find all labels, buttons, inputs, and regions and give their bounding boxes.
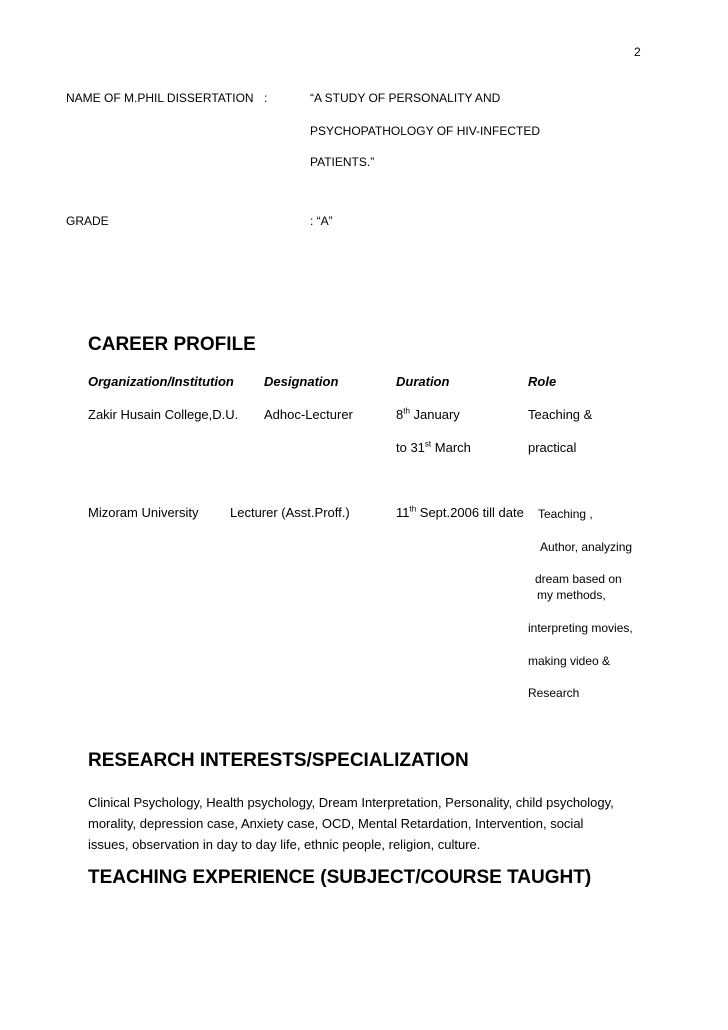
research-line: Clinical Psychology, Health psychology, Dream Interpretation, Personality, child psychology,	[88, 795, 614, 810]
row1-duration-end-day: to 31	[396, 440, 425, 455]
row1-organization: Zakir Husain College,D.U.	[88, 407, 239, 422]
dissertation-colon: :	[264, 91, 268, 105]
column-header-duration: Duration	[396, 374, 450, 389]
column-header-designation: Designation	[264, 374, 339, 389]
research-heading: RESEARCH INTERESTS/SPECIALIZATION	[88, 750, 469, 771]
row2-duration-rest: Sept.2006 till date	[416, 505, 524, 520]
row2-role-line: Teaching ,	[538, 507, 593, 521]
row1-duration-suffix: th	[403, 406, 410, 416]
row1-duration-end-suffix: st	[424, 439, 432, 449]
row1-duration-end	[396, 440, 471, 455]
dissertation-label: NAME OF M.PHIL DISSERTATION	[66, 91, 254, 105]
row1-duration-day: 8	[396, 407, 404, 422]
row1-duration-start	[396, 407, 460, 422]
research-line: issues, observation in day to day life, ethnic people, religion, culture.	[88, 837, 481, 852]
research-paragraph	[88, 792, 648, 855]
row2-duration-day: 11	[396, 505, 410, 520]
teaching-heading: TEACHING EXPERIENCE (SUBJECT/COURSE TAUGHT)	[88, 867, 592, 888]
row2-role-line: Author, analyzing	[540, 540, 633, 554]
dissertation-title-line: PATIENTS.”	[310, 155, 375, 169]
row2-role-line: dream based on	[535, 572, 622, 586]
row2-duration	[396, 505, 524, 520]
dissertation-title-line: PSYCHOPATHOLOGY OF HIV-INFECTED	[310, 124, 541, 138]
column-header-organization: Organization/Institution	[88, 374, 234, 389]
grade-value: : “A”	[310, 214, 333, 228]
row1-duration-month: January	[409, 407, 460, 422]
row2-designation: Lecturer (Asst.Proff.)	[230, 505, 350, 520]
career-profile-heading: CAREER PROFILE	[88, 334, 256, 355]
row1-designation: Adhoc-Lecturer	[264, 407, 353, 422]
row2-duration-suffix: th	[409, 504, 417, 514]
dissertation-title-line: “A STUDY OF PERSONALITY AND	[310, 91, 501, 105]
row2-role-line: Research	[528, 686, 580, 700]
row2-role-line: my methods,	[537, 588, 606, 602]
research-line: morality, depression case, Anxiety case, OCD, Mental Retardation, Intervention, social	[88, 816, 584, 831]
grade-label: GRADE	[66, 214, 109, 228]
row2-organization: Mizoram University	[88, 505, 199, 520]
row2-role-line: interpreting movies,	[528, 621, 633, 635]
row1-role-line: Teaching &	[528, 407, 593, 422]
page-number: 2	[634, 45, 641, 59]
row2-role-line: making video &	[528, 654, 611, 668]
row1-role-line: practical	[528, 440, 577, 455]
row1-duration-end-month: March	[431, 440, 471, 455]
column-header-role: Role	[528, 374, 557, 389]
